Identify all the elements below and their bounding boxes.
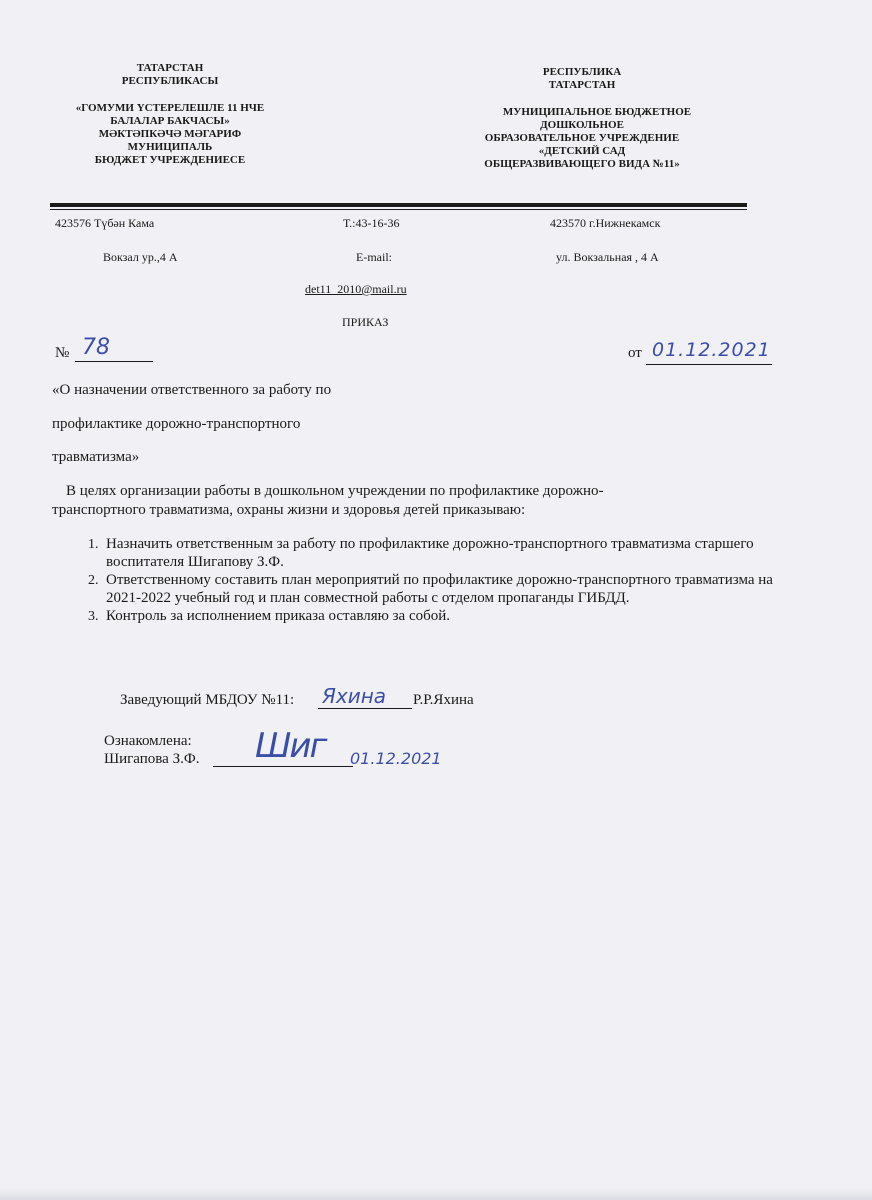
header-left: [60, 62, 280, 167]
ack-label: Ознакомлена:: [104, 733, 192, 749]
header-rule-thin: [50, 209, 747, 210]
header-right-line7: ОБЩЕРАЗВИВАЮЩЕГО ВИДА №11»: [484, 158, 680, 170]
address-right-line2: ул. Вокзальная , 4 А: [556, 250, 659, 264]
header-right-line4: ДОШКОЛЬНОЕ: [540, 119, 624, 131]
header-right-line3: МУНИЦИПАЛЬНОЕ БЮДЖЕТНОЕ: [502, 106, 692, 118]
header-left-line6: МУНИЦИПАЛЬ: [127, 141, 213, 153]
header-right: [472, 66, 692, 171]
head-signature-name: Р.Р.Яхина: [413, 692, 474, 708]
head-signature-line: [318, 708, 412, 709]
intro-line1: В целях организации работы в дошкольном учреждении по профилактике дорожно-: [66, 483, 604, 499]
ack-signature-scribble: Шиг: [255, 726, 326, 766]
order-number-label: №: [55, 345, 70, 361]
paper-edge: [0, 1188, 872, 1200]
header-right-line1: РЕСПУБЛИКА: [542, 66, 622, 78]
address-left-line2: Вокзал ур.,4 А: [103, 250, 178, 264]
order-title: ПРИКАЗ: [342, 315, 389, 329]
email-label: E-mail:: [356, 250, 392, 264]
header-left-line1: ТАТАРСТАН: [136, 62, 204, 74]
header-right-line5: ОБРАЗОВАТЕЛЬНОЕ УЧРЕЖДЕНИЕ: [484, 132, 680, 144]
header-left-line3: «ГОМУМИ ҮСТЕРЕЛЕШЛЕ 11 НЧЕ: [75, 102, 265, 114]
order-item-3: 3. Контроль за исполнением приказа оставляю за собой.: [102, 607, 802, 625]
address-left-line1: 423576 Түбән Кама: [55, 216, 155, 230]
order-number-value: 78: [82, 335, 110, 360]
header-rule-thick: [50, 203, 747, 207]
phone-number: Т.:43-16-36: [343, 216, 400, 230]
header-left-line4: БАЛАЛАР БАКЧАСЫ»: [110, 115, 230, 127]
order-item-1: 1. Назначить ответственным за работу по профилактике дорожно-транспортного травматизма старшего воспитателя Шигапову З.Ф.: [102, 535, 802, 571]
address-right-line1: 423570 г.Нижнекамск: [550, 216, 661, 230]
header-left-line2: РЕСПУБЛИКАСЫ: [121, 75, 219, 87]
header-right-line6: «ДЕТСКИЙ САД: [538, 145, 626, 157]
ack-name: Шигапова З.Ф.: [104, 751, 200, 767]
header-right-line2: ТАТАРСТАН: [548, 79, 616, 91]
intro-line2: транспортного травматизма, охраны жизни и здоровья детей приказываю:: [52, 502, 526, 518]
order-number-line: [75, 361, 153, 362]
head-signature-label: Заведующий МБДОУ №11:: [120, 692, 295, 708]
email-link[interactable]: det11_2010@mail.ru: [305, 282, 407, 296]
ack-signature-date: 01.12.2021: [350, 749, 442, 768]
header-left-line5: МӘКТӘПКӘЧӘ МӘГАРИФ: [98, 128, 242, 140]
header-left-line7: БЮДЖЕТ УЧРЕЖДЕНИЕСЕ: [94, 154, 246, 166]
order-items-list: [50, 535, 802, 625]
subject-line3: травматизма»: [52, 449, 140, 465]
ack-signature-line: [213, 766, 353, 767]
order-date-label: от: [628, 345, 642, 361]
order-date-value: 01.12.2021: [652, 339, 771, 361]
subject-line1: «О назначении ответственного за работу по: [52, 382, 332, 398]
order-date-line: [646, 364, 772, 365]
subject-line2: профилактике дорожно-транспортного: [52, 416, 301, 432]
head-signature-scribble: Яхина: [322, 684, 387, 708]
order-item-2: 2. Ответственному составить план мероприятий по профилактике дорожно-транспортного травматизма на 2021-2022 учебный год и план совместной работы с отделом пропаганды ГИБДД.: [102, 571, 802, 607]
